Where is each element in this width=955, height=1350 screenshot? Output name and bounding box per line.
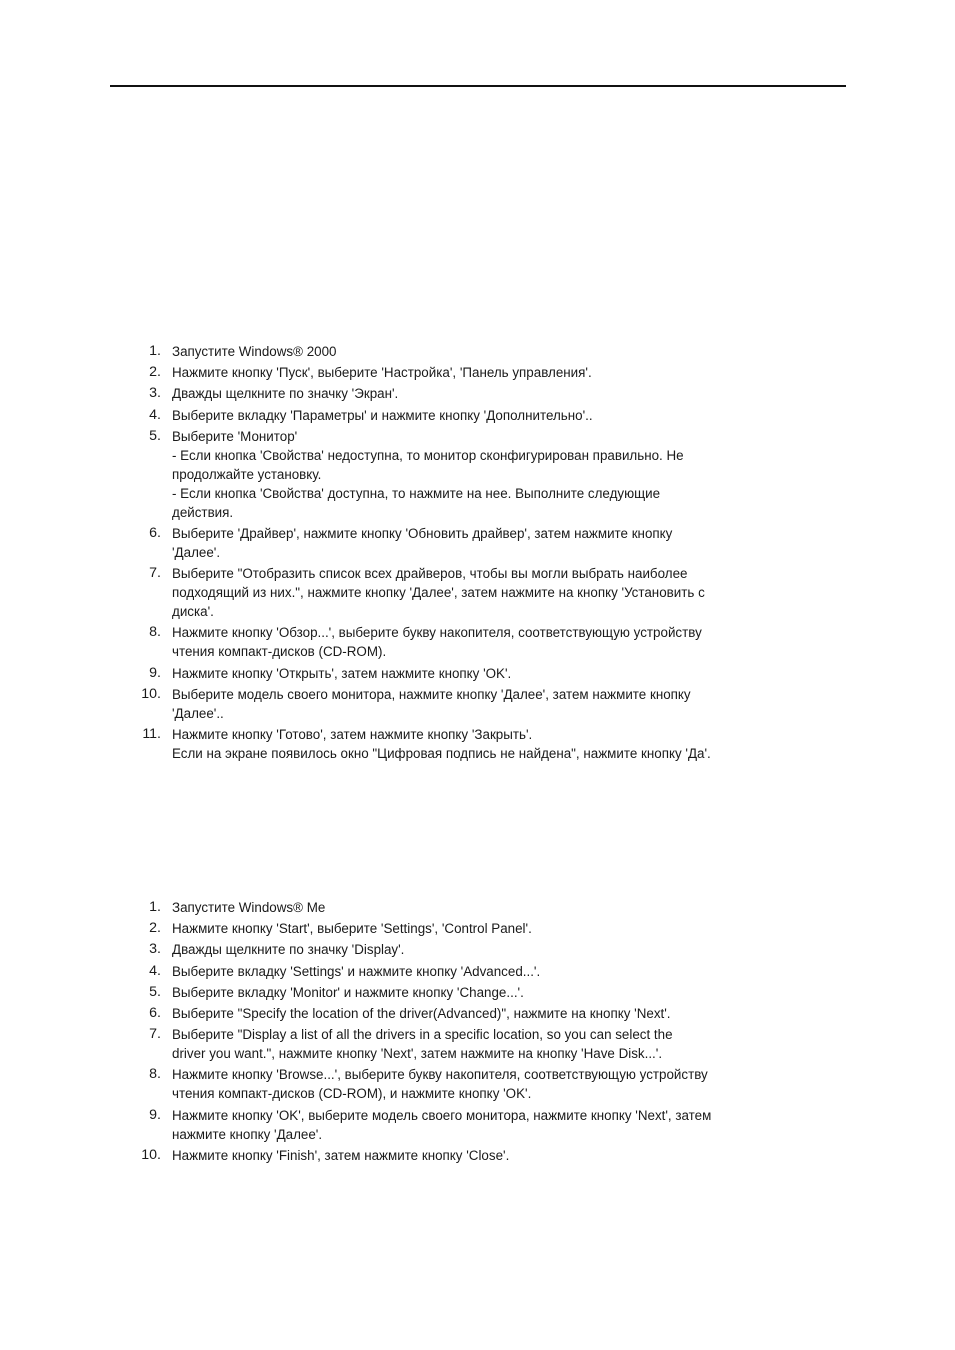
list-item [136, 1025, 786, 1063]
step-text-line: Выберите вкладку 'Monitor' и нажмите кнопку 'Change...'. [172, 984, 524, 1000]
step-number: 9. [149, 664, 161, 681]
step-text-line: - Если кнопка 'Свойства' недоступна, то монитор сконфигурирован правильно. Не [172, 447, 684, 463]
step-text-line: 'Далее'. [172, 544, 221, 560]
windows-2000-steps-list [136, 342, 786, 765]
step-text-line: продолжайте установку. [172, 466, 322, 482]
step-number: 8. [149, 624, 161, 641]
list-item [136, 962, 786, 981]
list-item [136, 919, 786, 938]
header-rule [110, 85, 846, 87]
list-item [136, 406, 786, 425]
step-number: 2. [149, 920, 161, 937]
step-text-line: Выберите 'Драйвер', нажмите кнопку 'Обновить драйвер', затем нажмите кнопку [172, 525, 673, 541]
list-item [136, 1146, 786, 1165]
step-text-line: Нажмите кнопку 'Готово', затем нажмите кнопку 'Закрыть'. [172, 726, 533, 742]
step-text-line: Запустите Windows® Me [172, 900, 326, 915]
step-number: 6. [149, 524, 161, 541]
step-number: 5. [149, 983, 161, 1000]
step-number: 4. [149, 406, 161, 423]
list-item [136, 384, 786, 403]
step-number: 1. [149, 899, 161, 915]
step-number: 9. [149, 1106, 161, 1123]
step-text-line: чтения компакт-дисков (CD-ROM). [172, 644, 387, 660]
step-number: 10. [141, 685, 161, 702]
step-number: 3. [149, 385, 161, 402]
step-text-line: Нажмите кнопку 'Finish', затем нажмите кнопку 'Close'. [172, 1147, 510, 1163]
step-text-line: Нажмите кнопку 'Открыть', затем нажмите кнопку 'OK'. [172, 665, 512, 681]
step-text-line: Выберите "Specify the location of the driver(Advanced)", нажмите на кнопку 'Next'. [172, 1005, 671, 1021]
list-item [136, 1106, 786, 1144]
step-number: 7. [149, 1026, 161, 1043]
step-number: 10. [141, 1146, 161, 1163]
step-number: 1. [149, 343, 161, 359]
list-item [136, 342, 786, 361]
step-text-line: Выберите вкладку 'Settings' и нажмите кнопку 'Advanced...'. [172, 963, 541, 979]
step-text-line: Выберите "Отобразить список всех драйверов, чтобы вы могли выбрать наиболее [172, 566, 688, 582]
step-text-line: Выберите "Display a list of all the drivers in a specific location, so you can select the [172, 1027, 673, 1043]
list-item [136, 664, 786, 683]
list-item [136, 685, 786, 723]
list-item [136, 1004, 786, 1023]
step-text-line: 'Далее'.. [172, 705, 224, 721]
step-text-line: действия. [172, 504, 234, 520]
step-text-line: Выберите модель своего монитора, нажмите кнопку 'Далее', затем нажмите кнопку [172, 686, 691, 702]
step-text-line: Дважды щелкните по значку 'Display'. [172, 942, 405, 958]
list-item [136, 940, 786, 959]
step-text-line: подходящий из них.", нажмите кнопку 'Далее', затем нажмите на кнопку 'Установить с [172, 585, 705, 601]
list-item [136, 427, 786, 522]
step-text-line: - Если кнопка 'Свойства' доступна, то нажмите на нее. Выполните следующие [172, 485, 661, 501]
step-text-line: Нажмите кнопку 'Start', выберите 'Settings', 'Control Panel'. [172, 921, 532, 937]
step-text-line: Если на экране появилось окно "Цифровая подпись не найдена", нажмите кнопку 'Да'. [172, 745, 711, 761]
step-text-line: driver you want.", нажмите кнопку 'Next', затем нажмите на кнопку 'Have Disk...'. [172, 1046, 663, 1062]
step-text-line: нажмите кнопку 'Далее'. [172, 1126, 323, 1142]
step-number: 2. [149, 364, 161, 381]
step-text-line: Выберите 'Монитор' [172, 428, 298, 444]
list-item [136, 898, 786, 917]
step-text-line: Выберите вкладку 'Параметры' и нажмите кнопку 'Дополнительно'.. [172, 407, 593, 423]
step-text-line: Нажмите кнопку 'Пуск', выберите 'Настройка', 'Панель управления'. [172, 365, 592, 381]
step-number: 7. [149, 565, 161, 582]
list-item [136, 983, 786, 1002]
list-item [136, 623, 786, 661]
step-text-line: Запустите Windows® 2000 [172, 344, 337, 359]
step-number: 3. [149, 941, 161, 958]
step-number: 5. [149, 427, 161, 444]
list-item [136, 524, 786, 562]
step-text-line: диска'. [172, 604, 214, 620]
list-item [136, 725, 786, 763]
step-text-line: Дважды щелкните по значку 'Экран'. [172, 386, 399, 402]
step-text-line: Нажмите кнопку 'Browse...', выберите букву накопителя, соответствующую устройству [172, 1067, 708, 1083]
step-number: 8. [149, 1066, 161, 1083]
list-item [136, 363, 786, 382]
step-text-line: Нажмите кнопку 'OK', выберите модель своего монитора, нажмите кнопку 'Next', затем [172, 1107, 712, 1123]
step-text-line: Нажмите кнопку 'Обзор...', выберите букву накопителя, соответствующую устройству [172, 625, 702, 641]
step-number: 4. [149, 962, 161, 979]
step-number: 11. [142, 725, 161, 742]
list-item [136, 564, 786, 621]
windows-me-steps-list [136, 898, 786, 1167]
step-number: 6. [149, 1004, 161, 1021]
step-text-line: чтения компакт-дисков (CD-ROM), и нажмите кнопку 'OK'. [172, 1086, 532, 1102]
list-item [136, 1065, 786, 1103]
